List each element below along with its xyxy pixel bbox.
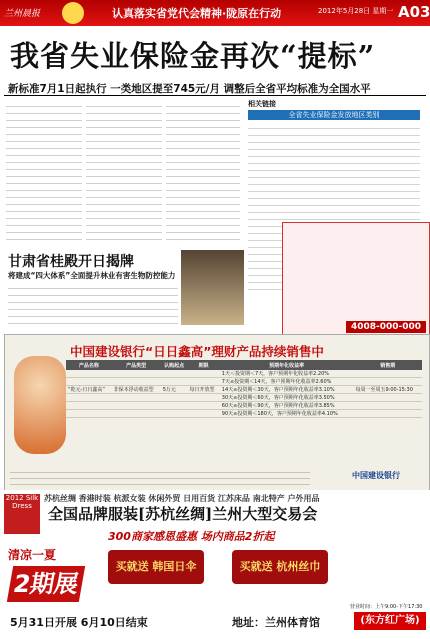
table-cell — [112, 378, 161, 386]
table-cell: 7天≤投资期＜14天，客户预期年化收益率2.60% — [220, 378, 354, 386]
issue-date: 2012年5月28日 星期一 — [318, 7, 394, 15]
main-headline: 我省失业保险金再次“提标” — [10, 39, 376, 73]
article2-body — [8, 282, 178, 330]
opening-hours: 营业时间：上午9:00-下午17:30 — [350, 604, 423, 610]
table-row — [66, 370, 422, 378]
table-row — [66, 378, 422, 386]
table-cell — [112, 394, 161, 402]
col-header: 预期年化收益率 — [220, 360, 354, 370]
table-cell — [187, 410, 219, 418]
phase-badge: 2期展 — [7, 566, 85, 602]
table-cell — [353, 394, 422, 402]
table-cell — [112, 410, 161, 418]
table-cell — [187, 370, 219, 378]
main-subhead: 新标准7月1日起执行 一类地区提至745元/月 调整后全省平均标准为全国水平 — [8, 83, 371, 95]
header-bar — [0, 0, 430, 26]
header-slogan: 认真落实省党代会精神·陇原在行动 — [112, 7, 282, 20]
table-cell: “乾元-日日鑫高” — [66, 386, 112, 394]
table-cell — [66, 394, 112, 402]
party-emblem-icon — [62, 2, 84, 24]
fair-venue: 地址：兰州体育馆 — [232, 616, 320, 629]
ceremony-photo — [181, 250, 244, 325]
bank-name: 中国建设银行 — [352, 471, 400, 480]
table-cell: 14天≤投资期＜30天，客户预期年化收益率3.10% — [220, 386, 354, 394]
table-cell — [353, 378, 422, 386]
table-cell — [353, 402, 422, 410]
table-row — [66, 402, 422, 410]
fair-dates: 5月31日开展 6月10日结束 — [10, 616, 148, 629]
sidebar-title: 相关链接 — [248, 100, 276, 108]
mascot-illustration — [14, 356, 66, 454]
table-cell — [66, 370, 112, 378]
article2-subtitle: 将建成“四大体系”全面提升林业有害生物防控能力 — [8, 271, 176, 280]
table-cell: 60天≤投资期＜90天，客户预期年化收益率3.85% — [220, 402, 354, 410]
offer-line: 300商家感恩盛惠 场内商品2折起 — [108, 530, 275, 543]
silk-dress-logo: 2012 Silk Dress — [4, 494, 40, 534]
article-column-2 — [86, 100, 162, 245]
table-cell — [112, 370, 161, 378]
table-cell: 每周一至周五9:00-15:30 — [353, 386, 422, 394]
table-cell — [161, 402, 188, 410]
table-cell: 30天≤投资期＜60天，客户预期年化收益率3.50% — [220, 394, 354, 402]
newspaper-logo: 兰州晨报 — [4, 9, 41, 19]
article2-title: 甘肃省桂殿开日揭牌 — [8, 254, 134, 270]
table-cell — [353, 410, 422, 418]
table-row — [66, 410, 422, 418]
table-cell — [66, 410, 112, 418]
table-cell — [187, 394, 219, 402]
sidebar-banner: 全省失业保险金发放地区类别 — [248, 110, 420, 120]
side-ad — [282, 222, 430, 336]
table-cell: 1天＜投资期＜7天，客户预期年化收益率2.20% — [220, 370, 354, 378]
table-cell: 每日开放型 — [187, 386, 219, 394]
table-cell — [161, 410, 188, 418]
article-column-3 — [166, 100, 240, 245]
table-cell — [353, 370, 422, 378]
fair-title: 全国品牌服装[苏杭丝绸]兰州大型交易会 — [48, 505, 318, 523]
bank-ad-title: 中国建设银行“日日鑫高”理财产品持续销售中 — [70, 344, 324, 359]
table-cell — [187, 378, 219, 386]
table-cell: 5万元 — [161, 386, 188, 394]
table-row — [66, 386, 422, 394]
table-cell: 90天≤投资期＜180天，客户预期年化收益率4.10% — [220, 410, 354, 418]
cool-summer: 清凉一夏 — [8, 548, 57, 562]
col-header: 产品名称 — [66, 360, 112, 370]
table-cell — [66, 402, 112, 410]
table-cell — [161, 378, 188, 386]
col-header: 期限 — [187, 360, 219, 370]
article-column-1 — [6, 100, 82, 245]
table-cell: 非保本浮动收益型 — [112, 386, 161, 394]
fine-print — [10, 467, 310, 485]
divider — [4, 95, 426, 96]
table-cell — [112, 402, 161, 410]
table-row — [66, 394, 422, 402]
table-cell — [161, 370, 188, 378]
table-cell — [161, 394, 188, 402]
page-number: A03 — [398, 3, 430, 21]
brand-list: 苏杭丝绸 香港时装 杭派女装 休闲外贸 日用百货 江苏床品 南北特产 户外用品 — [44, 494, 320, 503]
col-header: 销售期 — [353, 360, 422, 370]
col-header: 产品类型 — [112, 360, 161, 370]
product-table — [66, 360, 422, 418]
col-header: 认购起点 — [161, 360, 188, 370]
deal-umbrella: 买就送 韩国日伞 — [108, 550, 204, 584]
deal-scarf: 买就送 杭州丝巾 — [232, 550, 328, 584]
ad-hotline: 4008-000-000 — [346, 321, 426, 333]
table-header-row — [66, 360, 422, 370]
table-cell — [66, 378, 112, 386]
table-cell — [187, 402, 219, 410]
venue-landmark: (东方红广场) — [354, 612, 426, 630]
